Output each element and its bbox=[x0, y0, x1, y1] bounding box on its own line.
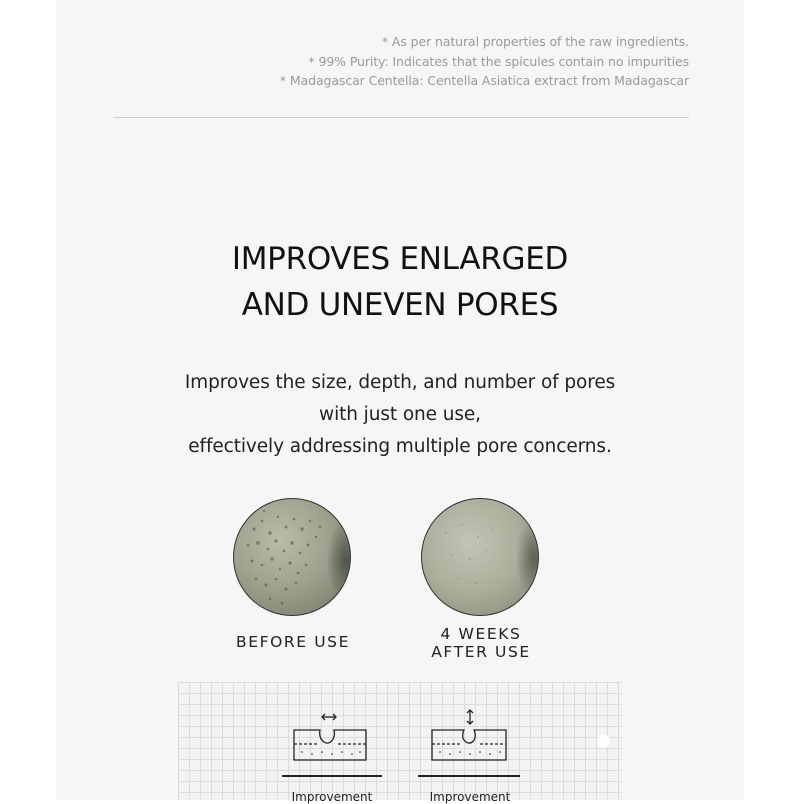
pore-size-icon bbox=[292, 708, 372, 772]
headline-line-2: AND UNEVEN PORES bbox=[241, 287, 559, 323]
improvement-grid-panel bbox=[178, 682, 622, 800]
description-line-2: with just one use, bbox=[319, 404, 481, 425]
section-divider bbox=[114, 117, 689, 118]
improvement-underline-1 bbox=[282, 775, 382, 777]
pore-texture-before bbox=[234, 499, 351, 616]
pore-depth-icon bbox=[430, 708, 510, 772]
carousel-dot[interactable] bbox=[597, 735, 610, 748]
description-line-1: Improves the size, depth, and number of pores bbox=[184, 372, 616, 393]
before-use-label: BEFORE USE bbox=[235, 633, 350, 651]
headline-line-1: IMPROVES ENLARGED bbox=[231, 241, 569, 277]
description-line-3: effectively addressing multiple pore concerns. bbox=[188, 436, 612, 457]
footnote-1: * As per natural properties of the raw ingredients. bbox=[381, 34, 689, 49]
pore-texture-after bbox=[422, 499, 539, 616]
section-headline bbox=[56, 236, 744, 328]
footnote-3: * Madagascar Centella: Centella Asiatica extract from Madagascar bbox=[279, 73, 689, 88]
improvement-underline-2 bbox=[418, 775, 520, 777]
after-use-label bbox=[404, 625, 558, 661]
footnotes bbox=[280, 32, 689, 91]
section-description bbox=[56, 367, 744, 463]
product-detail-panel bbox=[56, 0, 744, 804]
after-use-label-line-1: 4 WEEKS bbox=[440, 625, 522, 643]
after-use-skin-photo bbox=[421, 498, 539, 616]
before-use-skin-photo bbox=[233, 498, 351, 616]
footnote-2: * 99% Purity: Indicates that the spicules contain no impurities bbox=[308, 53, 689, 69]
improvement-label-1: Improvement bbox=[291, 790, 373, 804]
after-use-label-line-2: AFTER USE bbox=[431, 643, 531, 661]
improvement-label-2: Improvement bbox=[429, 790, 511, 804]
